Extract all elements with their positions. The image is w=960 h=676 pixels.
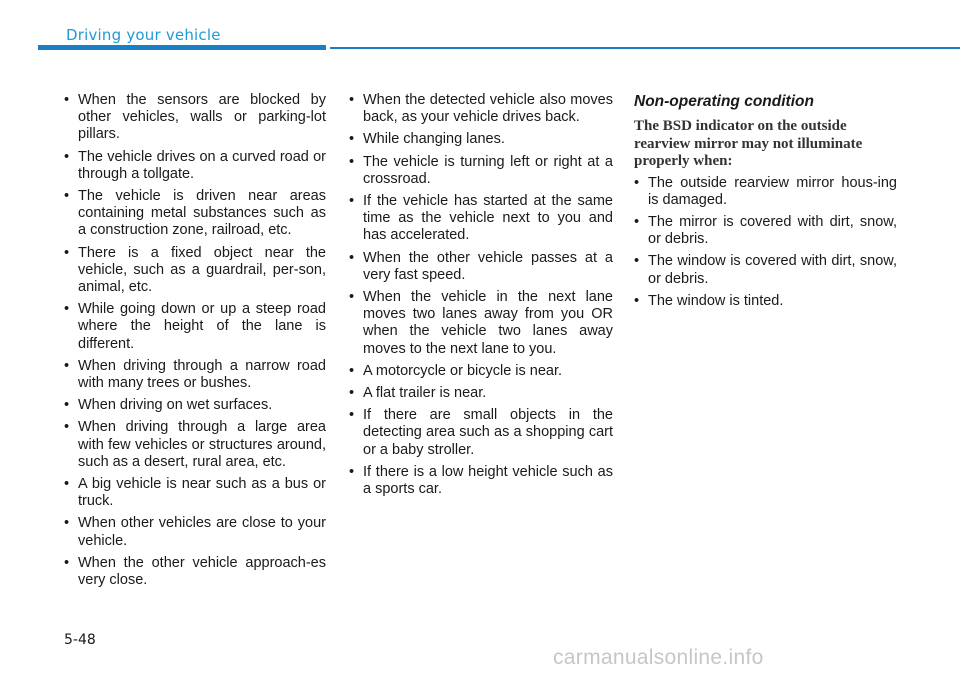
bullet-icon: • [634, 253, 640, 270]
list-item-text: When driving through a narrow road with many trees or bushes. [78, 357, 326, 392]
list-item-text: A flat trailer is near. [363, 385, 487, 402]
bullet-icon: • [349, 289, 355, 306]
list-item-text: A motorcycle or bicycle is near. [363, 362, 563, 379]
list-item-text: The vehicle is turning left or right at a crossroad. [363, 153, 613, 187]
bullet-icon: • [349, 362, 355, 379]
list-item [634, 293, 897, 310]
bullet-icon: • [349, 193, 355, 210]
bullet-icon: • [64, 357, 70, 374]
list-item-text: The vehicle drives on a curved road or through a tollgate. [78, 148, 326, 182]
list-item [64, 397, 326, 414]
bullet-icon: • [64, 301, 70, 318]
list-item [349, 363, 613, 380]
list-item [64, 358, 326, 392]
list-item-text: When the sensors are blocked by other vehicles, walls or parking-lot pillars. [78, 92, 326, 143]
list-item-text: The outside rearview mirror hous-ing is damaged. [648, 174, 897, 208]
list-item [349, 464, 613, 498]
bullet-icon: • [634, 174, 640, 191]
list-item [349, 385, 613, 402]
bullet-icon: • [64, 92, 70, 108]
bullet-icon: • [349, 385, 355, 402]
list-item-text: When the other vehicle approach-es very close. [78, 554, 326, 589]
list-item [64, 188, 326, 240]
column-middle [349, 92, 613, 503]
list-item [64, 476, 326, 510]
header-rule-thick [38, 45, 326, 50]
subsection-title: Non-operating condition [634, 93, 814, 110]
list-item [64, 555, 326, 589]
list-item [349, 193, 613, 245]
list-item-text: If there are small objects in the detecting area such as a shopping cart or a baby stroller. [363, 407, 613, 458]
list-item-text: The mirror is covered with dirt, snow, or debris. [648, 213, 897, 248]
list-item [349, 92, 613, 126]
list-item-text: When other vehicles are close to your vehicle. [78, 515, 326, 549]
intro-paragraph: The BSD indicator on the outside rearview mirror may not illuminate properly when: [634, 118, 863, 169]
list-item [64, 419, 326, 471]
bullet-icon: • [64, 419, 70, 436]
watermark: carmanualsonline.info [553, 646, 764, 669]
list-item-text: The window is tinted. [648, 292, 784, 309]
bullet-icon: • [64, 188, 70, 205]
bullet-icon: • [64, 244, 70, 261]
bullet-icon: • [64, 476, 70, 493]
list-item-text: The vehicle is driven near areas containing metal substances such as a construction zone, railroad, etc. [78, 188, 326, 239]
list-item [634, 175, 897, 209]
list-item [64, 515, 326, 549]
column-left [64, 92, 326, 594]
column-right [634, 92, 897, 315]
bullet-icon: • [349, 131, 355, 148]
bullet-list [634, 175, 897, 310]
list-item-text: There is a fixed object near the vehicle, such as a guardrail, per-son, animal, etc. [78, 244, 326, 296]
bullet-icon: • [64, 554, 70, 571]
list-item-text: When the detected vehicle also moves back, as your vehicle drives back. [363, 92, 613, 126]
list-item [634, 214, 897, 248]
bullet-icon: • [634, 213, 640, 230]
bullet-icon: • [64, 515, 70, 532]
list-item-text: If the vehicle has started at the same time as the vehicle next to you and has accelerated. [363, 193, 613, 244]
bullet-list [64, 92, 326, 589]
list-item [349, 154, 613, 188]
list-item [349, 289, 613, 358]
bullet-icon: • [634, 292, 640, 309]
bullet-icon: • [349, 249, 355, 266]
header-rule-thin [330, 47, 960, 49]
list-item-text: A big vehicle is near such as a bus or truck. [78, 476, 326, 510]
list-item-text: The window is covered with dirt, snow, or debris. [648, 253, 897, 287]
list-item [64, 301, 326, 353]
list-item-text: While going down or up a steep road where the height of the lane is different. [78, 301, 326, 352]
list-item-text: When driving on wet surfaces. [78, 397, 273, 414]
bullet-icon: • [349, 153, 355, 170]
list-item [64, 149, 326, 183]
list-item [64, 245, 326, 297]
bullet-icon: • [349, 463, 355, 480]
list-item [349, 250, 613, 284]
page-number: 5-48 [64, 632, 96, 648]
list-item [64, 92, 326, 144]
list-item-text: When driving through a large area with few vehicles or structures around, such as a desert, rural area, etc. [78, 419, 326, 470]
list-item [349, 407, 613, 459]
list-item-text: When the vehicle in the next lane moves two lanes away from you OR when the vehicle two lanes away moves to the next lane to you. [363, 289, 613, 357]
bullet-list [349, 92, 613, 498]
bullet-icon: • [64, 397, 70, 414]
list-item-text: If there is a low height vehicle such as a sports car. [363, 463, 613, 498]
bullet-icon: • [349, 407, 355, 424]
list-item [634, 253, 897, 287]
list-item [349, 131, 613, 148]
section-title: Driving your vehicle [66, 26, 221, 44]
list-item-text: While changing lanes. [363, 131, 505, 148]
list-item-text: When the other vehicle passes at a very fast speed. [363, 249, 613, 283]
bullet-icon: • [349, 92, 355, 108]
bullet-icon: • [64, 148, 70, 165]
